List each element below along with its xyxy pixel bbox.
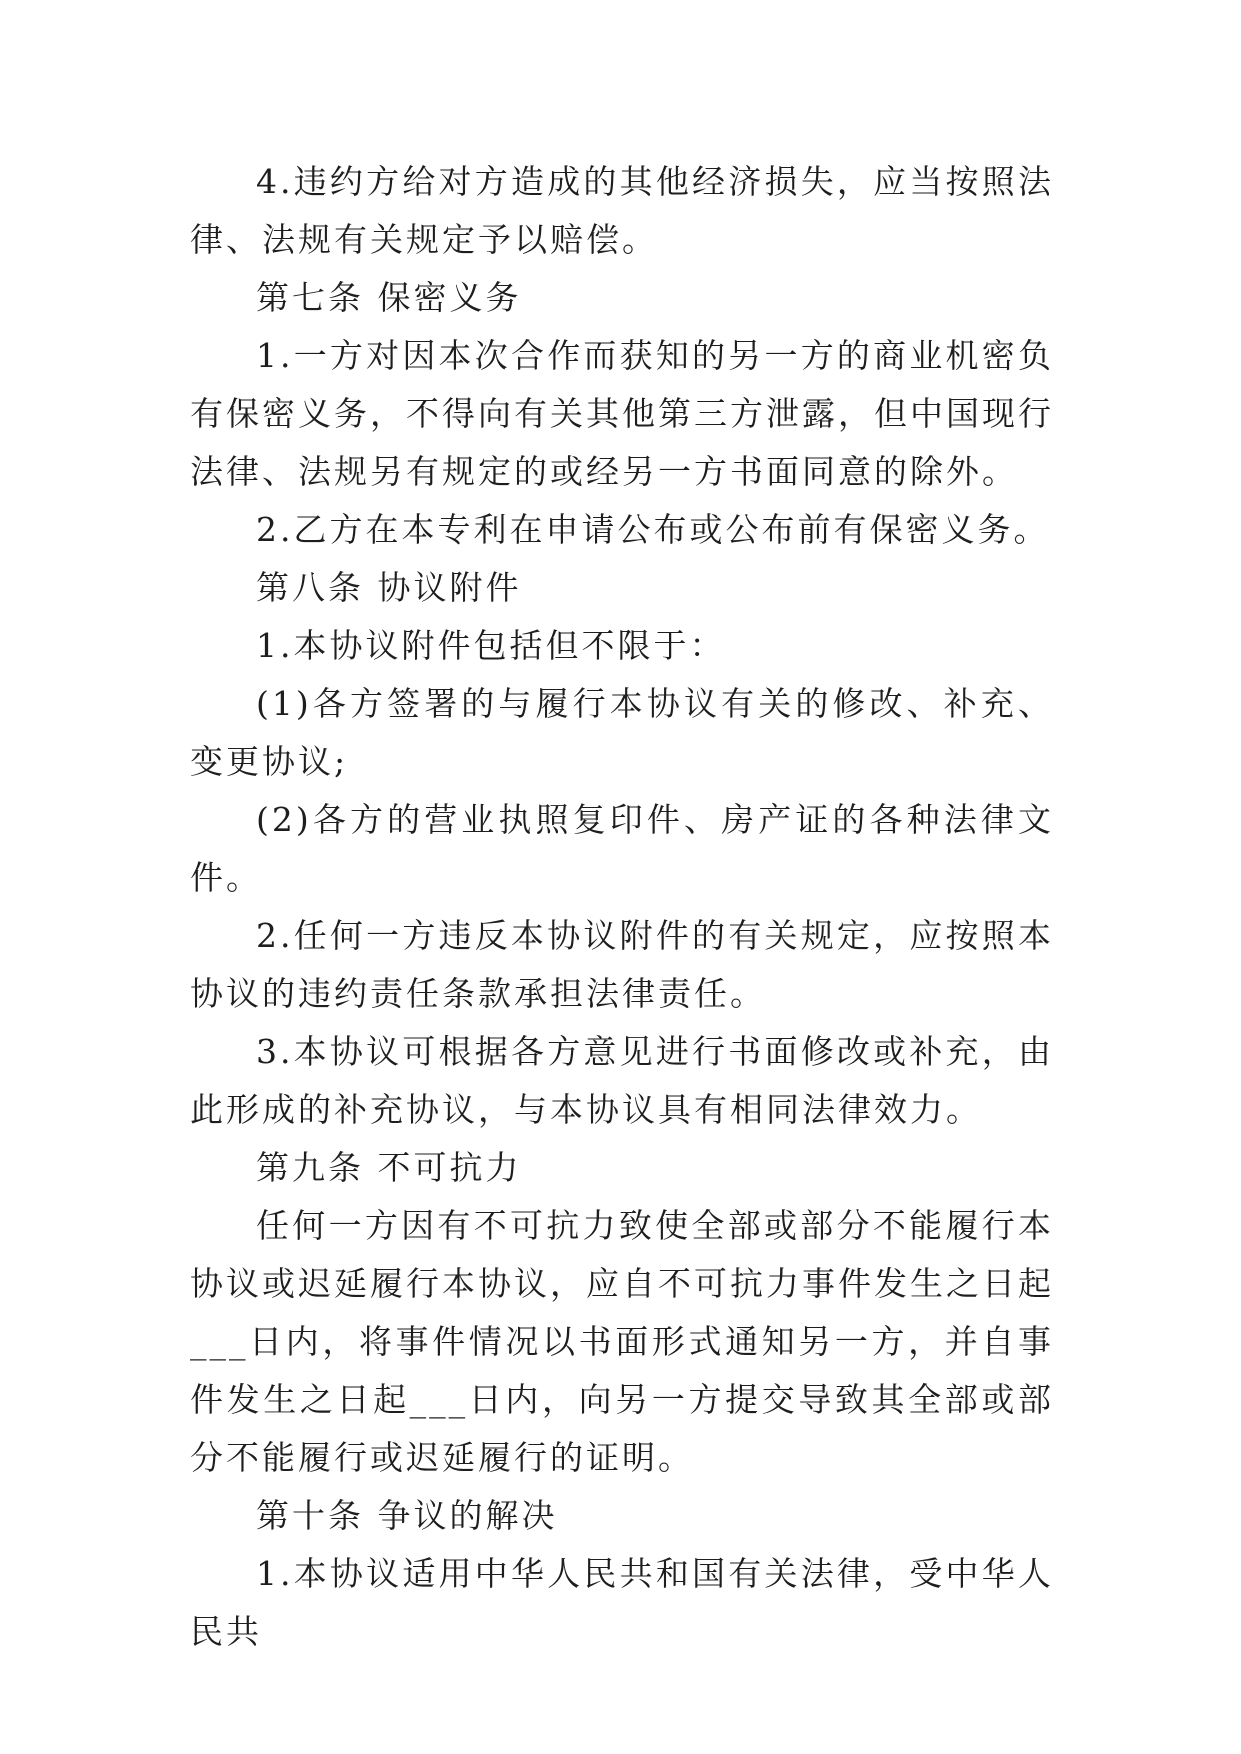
clause-7-item-2: 2.乙方在本专利在申请公布或公布前有保密义务。 [256, 510, 1050, 549]
clause-10-item-1: 1.本协议适用中华人民共和国有关法律，受中华人民共 [190, 1554, 1054, 1651]
article-10-heading: 第十条 争议的解决 [256, 1496, 558, 1535]
article-7-heading: 第七条 保密义务 [256, 278, 522, 317]
clause-8-item-2: 2.任何一方违反本协议附件的有关规定，应按照本协议的违约责任条款承担法律责任。 [190, 916, 1054, 1013]
clause-8-item-1: 1.本协议附件包括但不限于： [256, 626, 726, 665]
article-9-heading: 第九条 不可抗力 [256, 1148, 522, 1187]
clause-8-item-1-sub-1: (1)各方签署的与履行本协议有关的修改、补充、变更协议; [190, 684, 1054, 781]
document-body [190, 153, 1054, 1661]
clause-9-body: 任何一方因有不可抗力致使全部或部分不能履行本协议或迟延履行本协议，应自不可抗力事件发生之日起___日内，将事件情况以书面形式通知另一方，并自事件发生之日起___日内，向另一方提交导致其全部或部分不能履行或迟延履行的证明。 [190, 1206, 1054, 1477]
article-8-heading: 第八条 协议附件 [256, 568, 522, 607]
clause-8-item-3: 3.本协议可根据各方意见进行书面修改或补充，由此形成的补充协议，与本协议具有相同法律效力。 [190, 1032, 1054, 1129]
clause-7-item-1: 1.一方对因本次合作而获知的另一方的商业机密负有保密义务，不得向有关其他第三方泄露，但中国现行法律、法规另有规定的或经另一方书面同意的除外。 [190, 336, 1054, 491]
clause-8-item-1-sub-2: (2)各方的营业执照复印件、房产证的各种法律文件。 [190, 800, 1054, 897]
clause-6-item-4: 4.违约方给对方造成的其他经济损失，应当按照法律、法规有关规定予以赔偿。 [190, 162, 1054, 259]
